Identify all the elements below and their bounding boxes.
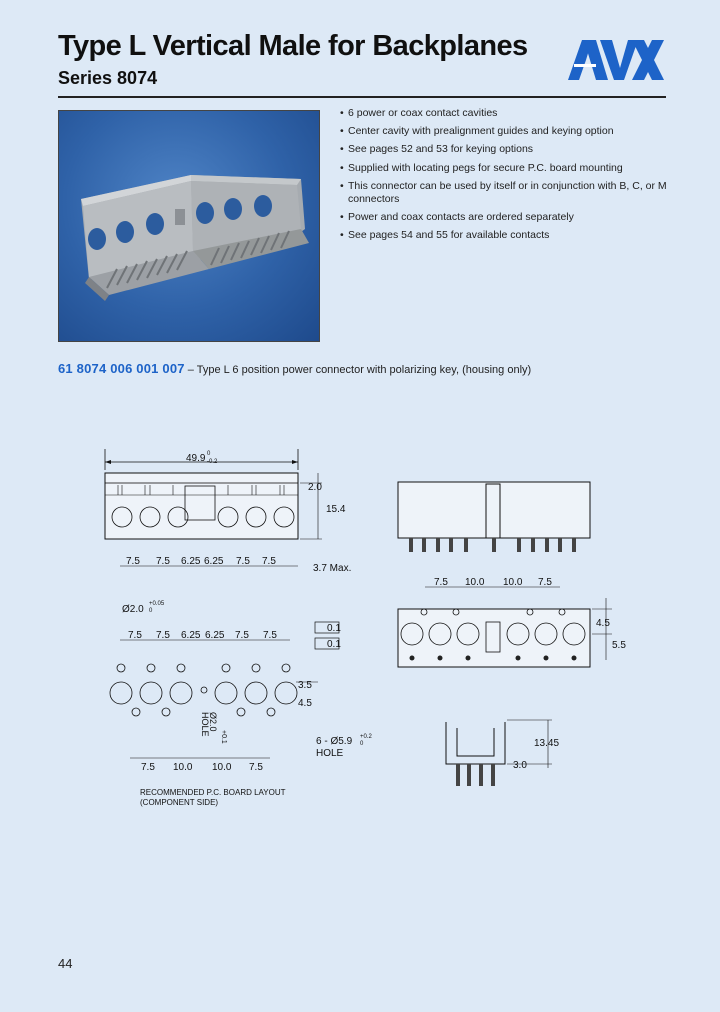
end-view xyxy=(446,720,559,786)
dim-layout-pitch: 7.5 xyxy=(263,630,277,641)
dim-pitch: 7.5 xyxy=(236,556,250,567)
feature-item: • Power and coax contacts are ordered separately xyxy=(340,211,670,224)
dim-pitch: 7.5 xyxy=(126,556,140,567)
dim-pin-height: 13.45 xyxy=(534,738,560,749)
layout-caption: RECOMMENDED P.C. BOARD LAYOUT xyxy=(140,788,286,797)
hole-word: HOLE xyxy=(316,748,344,759)
hole-count: 6 - Ø5.9 xyxy=(316,736,353,747)
peg-hole-word: HOLE xyxy=(200,712,210,737)
dim-layout-bottom: 10.0 xyxy=(212,762,232,773)
dim-pitch: 7.5 xyxy=(262,556,276,567)
dim-layout-bottom: 7.5 xyxy=(141,762,155,773)
part-description: – Type L 6 position power connector with polarizing key, (housing only) xyxy=(184,364,532,376)
page-title: Type L Vertical Male for Backplanes xyxy=(58,30,528,62)
series-subtitle: Series 8074 xyxy=(58,68,158,88)
feature-item: • See pages 54 and 55 for available contacts xyxy=(340,229,670,242)
side-view xyxy=(398,482,590,552)
feature-item: • Center cavity with prealignment guides and keying option xyxy=(340,125,670,138)
feature-item: • This connector can be used by itself or in conjunction with B, C, or M connectors xyxy=(340,180,670,206)
bottom-view xyxy=(398,577,626,667)
page-number: 44 xyxy=(58,956,73,971)
dim-layout-bottom: 10.0 xyxy=(173,762,193,773)
front-view xyxy=(105,449,351,574)
dim-pitch: 7.5 xyxy=(156,556,170,567)
dim-top: 2.0 xyxy=(308,482,322,493)
dim-layout-bottom: 7.5 xyxy=(249,762,263,773)
dim-side-top: 7.5 xyxy=(538,577,552,588)
peg-hole-label: Ø2.0 xyxy=(208,712,218,732)
dim-45: 4.5 xyxy=(298,698,312,709)
dim-peg-tol-upper: +0.05 xyxy=(149,601,165,607)
dim-width-tol-lower: -0.2 xyxy=(207,459,218,465)
dim-peg-tol-lower: 0 xyxy=(149,608,153,614)
dim-side-top: 7.5 xyxy=(434,577,448,588)
dim-max: 3.7 Max. xyxy=(313,563,352,574)
dim-width-tol-upper: 0 xyxy=(207,451,211,457)
feature-item: • 6 power or coax contact cavities xyxy=(340,107,670,120)
feature-item: • See pages 52 and 53 for keying options xyxy=(340,143,670,156)
dim-35: 3.5 xyxy=(298,680,312,691)
hole-tol-upper: +0.2 xyxy=(360,734,372,740)
dim-layout-pitch: 7.5 xyxy=(128,630,142,641)
dim-layout-pitch: 7.5 xyxy=(235,630,249,641)
tol-b: 0.1 xyxy=(327,639,341,650)
part-number: 61 8074 006 001 007 xyxy=(58,361,185,376)
dim-layout-pitch: 6.25 xyxy=(205,630,225,641)
peg-hole-tol: +0.1 xyxy=(220,730,227,744)
dim-side-right-a: 4.5 xyxy=(596,618,610,629)
dim-height: 15.4 xyxy=(326,504,346,515)
dim-peg-dia: Ø2.0 xyxy=(122,604,144,615)
hole-tol-lower: 0 xyxy=(360,741,364,747)
dim-pin-tail: 3.0 xyxy=(513,760,527,771)
tol-a: 0.1 xyxy=(327,623,341,634)
feature-item: • Supplied with locating pegs for secure P.C. board mounting xyxy=(340,162,670,175)
dim-pitch: 6.25 xyxy=(204,556,224,567)
dim-side-right-b: 5.5 xyxy=(612,640,626,651)
dim-side-top: 10.0 xyxy=(465,577,485,588)
dim-side-top: 10.0 xyxy=(503,577,523,588)
dim-layout-pitch: 7.5 xyxy=(156,630,170,641)
dim-width: 49.9 xyxy=(186,453,206,464)
dim-layout-pitch: 6.25 xyxy=(181,630,201,641)
pcb-layout xyxy=(110,601,373,807)
layout-caption: (COMPONENT SIDE) xyxy=(140,798,219,807)
dim-pitch: 6.25 xyxy=(181,556,201,567)
